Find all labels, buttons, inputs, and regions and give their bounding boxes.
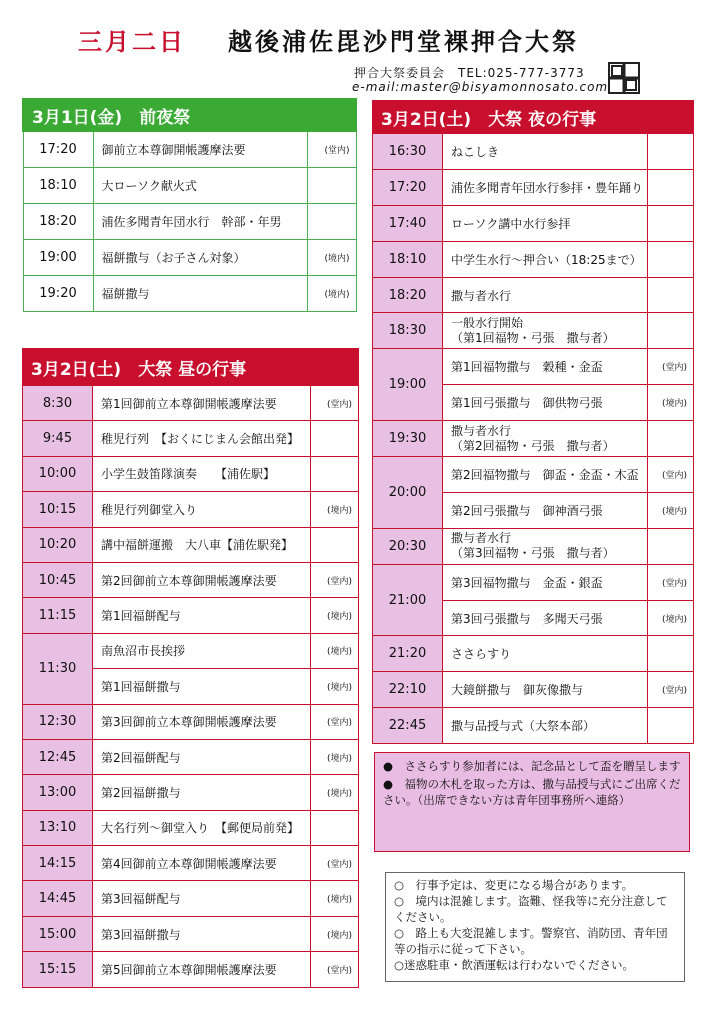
location-cell (308, 204, 356, 240)
table-row (373, 313, 694, 349)
table-row (373, 241, 694, 277)
location-cell: (境内) (310, 598, 358, 633)
table-row (373, 636, 694, 672)
table-row (373, 457, 694, 493)
event-cell: 第5回御前立本尊御開帳護摩法要 (93, 952, 311, 987)
table-row (23, 810, 359, 845)
event-cell: 一般水行開始 （第1回福物・弓張 撒与者） (443, 313, 648, 349)
location-cell: (境内) (310, 492, 358, 527)
event-cell: 第2回福餅撒与 (93, 775, 311, 810)
event-cell: 第1回福餅配与 (93, 598, 311, 633)
location-cell: (堂内) (647, 672, 693, 708)
table-row (23, 598, 359, 633)
location-cell (310, 810, 358, 845)
notice-box (385, 872, 685, 982)
eve-schedule-panel (22, 98, 357, 312)
location-cell: (境内) (310, 881, 358, 916)
location-cell (647, 313, 693, 349)
location-cell: (境内) (310, 775, 358, 810)
time-cell: 19:20 (23, 276, 93, 312)
event-cell: 第3回福餅配与 (93, 881, 311, 916)
location-cell: (堂内) (310, 846, 358, 881)
night-schedule-panel (372, 100, 694, 744)
event-cell: 福餅撒与（お子さん対象） (93, 240, 308, 276)
notice-item: ○ 境内は混雑します。盗難、怪我等に充分注意してください。 (394, 894, 668, 924)
table-row (373, 169, 694, 205)
time-cell: 18:10 (23, 168, 93, 204)
time-cell: 20:30 (373, 528, 443, 564)
location-cell: (境内) (647, 600, 693, 636)
event-cell: 稚児行列御堂入り (93, 492, 311, 527)
event-cell: 第2回弓張撒与 御神酒弓張 (443, 492, 648, 528)
event-cell: 第3回弓張撒与 多聞天弓張 (443, 600, 648, 636)
time-cell: 10:45 (23, 562, 93, 597)
time-cell: 21:00 (373, 564, 443, 636)
time-cell: 17:20 (23, 131, 93, 168)
day-schedule-table (22, 348, 359, 988)
table-row (373, 277, 694, 313)
event-cell: 福餅撒与 (93, 276, 308, 312)
day-schedule-panel (22, 348, 359, 988)
table-row (373, 134, 694, 170)
location-cell (647, 169, 693, 205)
event-cell: 撒与者水行 （第3回福物・弓張 撒与者） (443, 528, 648, 564)
event-cell: 第1回福物撒与 穀種・金盃 (443, 349, 648, 385)
event-cell: 第3回御前立本尊御開帳護摩法要 (93, 704, 311, 739)
location-cell (310, 456, 358, 491)
event-cell: 御前立本尊御開帳護摩法要 (93, 131, 308, 168)
time-cell: 10:00 (23, 456, 93, 491)
table-row (23, 881, 359, 916)
location-cell: (境内) (310, 739, 358, 774)
event-cell: 撒与者水行 （第2回福物・弓張 撒与者） (443, 421, 648, 457)
table-row (373, 672, 694, 708)
time-cell: 10:15 (23, 492, 93, 527)
location-cell (647, 134, 693, 170)
event-cell: 大名行列～御堂入り 【郵便局前発】 (93, 810, 311, 845)
event-cell: 大ローソク献火式 (93, 168, 308, 204)
location-cell: (堂内) (310, 952, 358, 987)
table-row (23, 633, 359, 668)
time-cell: 14:45 (23, 881, 93, 916)
event-cell: 第3回福餅撒与 (93, 916, 311, 951)
table-row (23, 704, 359, 739)
location-cell: (堂内) (310, 704, 358, 739)
location-cell: (堂内) (310, 386, 358, 421)
event-cell: 浦佐多聞青年団水行 幹部・年男 (93, 204, 308, 240)
night-heading: 3月2日(土) 大祭 夜の行事 (381, 109, 597, 130)
table-row (373, 421, 694, 457)
location-cell: (堂内) (647, 349, 693, 385)
location-cell (647, 205, 693, 241)
time-cell: 9:45 (23, 421, 93, 456)
time-cell: 10:20 (23, 527, 93, 562)
table-row (373, 708, 694, 744)
time-cell: 12:30 (23, 704, 93, 739)
notice-item: ○ 路上も大変混雑します。警察官、消防団、青年団等の指示に従って下さい。 (394, 926, 668, 956)
time-cell: 12:45 (23, 739, 93, 774)
event-cell: ローソク講中水行参拝 (443, 205, 648, 241)
location-cell (647, 277, 693, 313)
location-cell (310, 527, 358, 562)
title-main: 越後浦佐毘沙門堂裸押合大祭 (228, 28, 579, 56)
time-cell: 11:30 (23, 633, 93, 704)
time-cell: 22:45 (373, 708, 443, 744)
location-cell: (堂内) (308, 131, 356, 168)
table-row (23, 562, 359, 597)
location-cell: (境内) (310, 669, 358, 704)
location-cell: (境内) (308, 276, 356, 312)
table-row (23, 204, 356, 240)
event-cell: 第4回御前立本尊御開帳護摩法要 (93, 846, 311, 881)
time-cell: 16:30 (373, 134, 443, 170)
location-cell: (堂内) (310, 562, 358, 597)
table-row (23, 456, 359, 491)
event-cell: 中学生水行～押合い（18:25まで） (443, 241, 648, 277)
notice-item: ○ 行事予定は、変更になる場合があります。 (394, 878, 634, 892)
time-cell: 19:30 (373, 421, 443, 457)
table-row (23, 916, 359, 951)
location-cell: (境内) (647, 492, 693, 528)
event-cell: ささらすり (443, 636, 648, 672)
time-cell: 11:15 (23, 598, 93, 633)
table-row (23, 846, 359, 881)
table-row (23, 775, 359, 810)
table-row (23, 527, 359, 562)
event-cell: 第3回福物撒与 金盃・銀盃 (443, 564, 648, 600)
location-cell (647, 708, 693, 744)
location-cell (647, 528, 693, 564)
time-cell: 8:30 (23, 386, 93, 421)
event-cell: 講中福餅運搬 大八車【浦佐駅発】 (93, 527, 311, 562)
event-cell: ねこしき (443, 134, 648, 170)
location-cell: (境内) (647, 385, 693, 421)
location-cell (310, 421, 358, 456)
qr-code-icon (608, 62, 640, 94)
table-row (373, 349, 694, 385)
event-cell: 第2回福物撒与 御盃・金盃・木盃 (443, 457, 648, 493)
event-cell: 小学生鼓笛隊演奏 【浦佐駅】 (93, 456, 311, 491)
notice-item: ○迷惑駐車・飲酒運転は行わないでください。 (394, 958, 635, 972)
table-row (373, 205, 694, 241)
time-cell: 18:10 (373, 241, 443, 277)
location-cell: (境内) (310, 916, 358, 951)
location-cell: (境内) (308, 240, 356, 276)
table-row (23, 131, 356, 168)
event-cell: 第2回御前立本尊御開帳護摩法要 (93, 562, 311, 597)
event-cell: 第1回御前立本尊御開帳護摩法要 (93, 386, 311, 421)
location-cell: (境内) (310, 633, 358, 668)
time-cell: 21:20 (373, 636, 443, 672)
location-cell (308, 168, 356, 204)
night-schedule-table (372, 100, 694, 744)
event-cell: 稚児行列 【おくにじまん会館出発】 (93, 421, 311, 456)
time-cell: 19:00 (23, 240, 93, 276)
location-cell (647, 421, 693, 457)
location-cell: (堂内) (647, 564, 693, 600)
time-cell: 22:10 (373, 672, 443, 708)
location-cell: (堂内) (647, 457, 693, 493)
day-heading: 3月2日(土) 大祭 昼の行事 (31, 359, 247, 380)
table-row (23, 952, 359, 987)
time-cell: 14:15 (23, 846, 93, 881)
event-cell: 第1回弓張撒与 御供物弓張 (443, 385, 648, 421)
organizer-email[interactable]: e-mail:master@bisyamonnosato.com (352, 80, 609, 94)
time-cell: 18:30 (373, 313, 443, 349)
table-row (23, 492, 359, 527)
location-cell (647, 636, 693, 672)
time-cell: 13:10 (23, 810, 93, 845)
event-cell: 第2回福餅配与 (93, 739, 311, 774)
table-row (23, 386, 359, 421)
time-cell: 17:40 (373, 205, 443, 241)
time-cell: 19:00 (373, 349, 443, 421)
time-cell: 20:00 (373, 457, 443, 529)
time-cell: 18:20 (373, 277, 443, 313)
time-cell: 15:00 (23, 916, 93, 951)
page-title (0, 22, 724, 62)
table-row (23, 421, 359, 456)
eve-schedule-table (22, 98, 357, 312)
event-cell: 撒与者水行 (443, 277, 648, 313)
time-cell: 17:20 (373, 169, 443, 205)
note-item: ● ささらすり参加者には、記念品として盃を贈呈します (383, 759, 681, 773)
event-cell: 浦佐多聞青年団水行参拝・豊年踊り (443, 169, 648, 205)
time-cell: 13:00 (23, 775, 93, 810)
eve-heading: 3月1日(金) 前夜祭 (32, 107, 191, 128)
table-row (373, 528, 694, 564)
table-row (23, 276, 356, 312)
time-cell: 15:15 (23, 952, 93, 987)
table-row (23, 168, 356, 204)
table-row (373, 564, 694, 600)
time-cell: 18:20 (23, 204, 93, 240)
title-date: 三月二日 (78, 28, 186, 56)
event-cell: 撒与品授与式（大祭本部） (443, 708, 648, 744)
event-cell: 南魚沼市長挨拶 (93, 633, 311, 668)
table-row (23, 240, 356, 276)
event-cell: 大鏡餅撒与 御灰像撒与 (443, 672, 648, 708)
location-cell (647, 241, 693, 277)
table-row (23, 739, 359, 774)
event-cell: 第1回福餅撒与 (93, 669, 311, 704)
organizer-contact: 押合大祭委員会 TEL:025-777-3773 (354, 66, 585, 80)
note-item: ● 福物の木札を取った方は、撒与品授与式にご出席ください。（出席できない方は青年団事務所へ連絡） (383, 777, 681, 807)
notes-box (374, 752, 690, 852)
